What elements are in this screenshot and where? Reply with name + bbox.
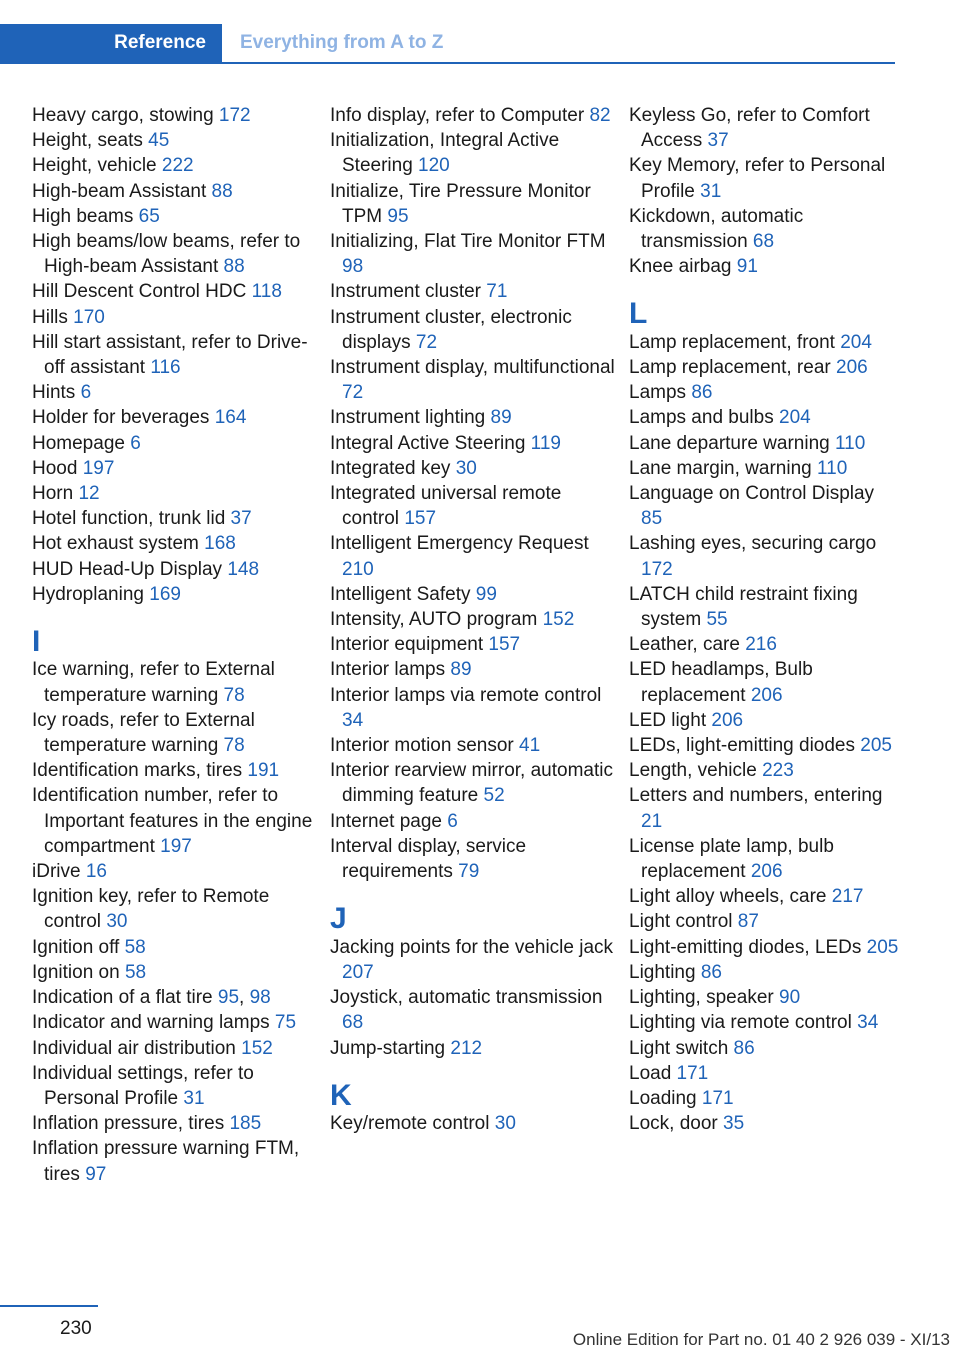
page-link[interactable]: 78 [223, 735, 245, 757]
page-link[interactable]: 58 [124, 936, 146, 958]
page-link[interactable]: 88 [223, 256, 245, 278]
entry-term: Knee airbag [629, 256, 737, 278]
entry-term: Interior lamps via remote control [330, 684, 602, 706]
page-link[interactable]: 168 [204, 533, 236, 555]
index-entry [32, 380, 322, 405]
entry-term: Intelligent Emergency Request [330, 533, 589, 555]
entry-term: Lighting [629, 961, 701, 983]
entry-term: Ignition on [32, 961, 125, 983]
entry-term: Hydroplaning [32, 583, 150, 605]
page-number-rule [0, 1305, 98, 1307]
entry-term: Hills [32, 306, 74, 328]
index-entry [32, 330, 322, 380]
entry-term: Identification number, refer to Important features in the engine compartment [32, 785, 313, 857]
page-link[interactable]: 197 [160, 835, 192, 857]
index-entry [32, 1010, 322, 1035]
entry-term: Initialization, Integral Active Steering [330, 130, 560, 177]
index-entry [32, 506, 322, 531]
index-entry: Indication of a flat tire 95, 98 [32, 987, 271, 1009]
entry-term: Horn [32, 483, 79, 505]
index-entry [32, 431, 322, 456]
entry-term: Intensity, AUTO program [330, 609, 543, 631]
index-entry [629, 431, 899, 456]
index-entry [32, 405, 322, 430]
page-link[interactable]: 172 [218, 105, 251, 126]
entry-term: Integrated universal remote control [330, 483, 562, 530]
page-link[interactable]: 204 [779, 407, 811, 429]
index-entry [629, 103, 899, 153]
entry-term: High beams/low beams, refer to High-beam Assistant [32, 231, 301, 278]
index-entry [629, 1036, 899, 1061]
entry-term: Length, vehicle [629, 760, 763, 782]
entry-term: Intelligent Safety [330, 583, 476, 605]
index-column-3 [629, 103, 899, 1136]
entry-term: LED light [629, 709, 712, 731]
index-entry [32, 103, 322, 128]
index-entry [32, 783, 322, 859]
entry-term: Hotel function, trunk lid [32, 508, 231, 530]
entry-term: Indication of a flat tire [32, 987, 218, 1009]
page-link[interactable]: 86 [691, 382, 713, 404]
index-entry [32, 1136, 322, 1186]
entry-term: Instrument display, multifunctional [330, 357, 615, 379]
entry-term: Info display, refer to Computer [330, 105, 590, 126]
index-entry [32, 279, 322, 304]
index-entry [330, 128, 620, 178]
entry-term: Interval display, service requirements [330, 835, 527, 883]
page-link[interactable]: 87 [737, 911, 759, 933]
page-link[interactable]: 204 [840, 331, 872, 353]
entry-term: License plate lamp, bulb replacement [629, 835, 834, 883]
index-entry [629, 456, 899, 481]
index-entry [629, 985, 899, 1010]
page-link[interactable]: 30 [106, 911, 128, 933]
index-entry [330, 733, 620, 758]
index-entry [32, 1036, 322, 1061]
index-entry [629, 355, 899, 380]
index-entry [629, 1010, 899, 1035]
entry-term: Lamp replacement, front [629, 331, 841, 353]
page-link[interactable]: 75 [274, 1012, 297, 1034]
section-letter: J [330, 902, 347, 936]
entry-term: Lane margin, warning [629, 457, 817, 479]
page-link[interactable]: 72 [415, 331, 438, 353]
page-link[interactable]: 58 [124, 961, 147, 983]
page-link[interactable]: 21 [641, 810, 663, 832]
entry-term: Joystick, automatic transmission [330, 987, 603, 1009]
index-entry [32, 1111, 322, 1136]
page-link[interactable]: 185 [229, 1113, 262, 1135]
page-link[interactable]: 157 [488, 634, 521, 656]
page-link[interactable]: 79 [458, 861, 480, 883]
section-letter: K [330, 1078, 352, 1112]
page-link[interactable]: 37 [707, 130, 729, 152]
entry-term: Instrument lighting [330, 407, 491, 429]
page-link[interactable]: 171 [676, 1062, 709, 1084]
entry-term: iDrive [32, 861, 86, 883]
index-entry [629, 1111, 899, 1136]
entry-term: LED headlamps, Bulb replacement [629, 659, 813, 706]
entry-term: Inflation pressure warning FTM, tires [32, 1138, 300, 1185]
index-entry [32, 179, 322, 204]
subsection-tab[interactable]: Everything from A to Z [240, 32, 444, 53]
index-entry [32, 884, 322, 934]
page-link[interactable]: 205 [866, 936, 899, 958]
index-entry [330, 657, 620, 682]
index-entry [330, 355, 620, 405]
index-entry [629, 254, 899, 279]
entry-term: Ignition key, refer to Remote control [32, 886, 270, 933]
index-entry [629, 733, 899, 758]
index-entry [629, 960, 899, 985]
index-entry [330, 758, 620, 808]
entry-term: Lamps and bulbs [629, 407, 779, 429]
page-link[interactable]: 86 [733, 1037, 755, 1059]
entry-term: Hill Descent Control HDC [32, 281, 252, 303]
page-link[interactable]: 52 [483, 785, 505, 807]
entry-term: Light switch [629, 1037, 734, 1059]
page-link[interactable]: 216 [745, 634, 777, 656]
page-link[interactable]: 170 [73, 306, 105, 328]
page-link[interactable]: 12 [78, 483, 100, 505]
page-link[interactable]: 99 [475, 583, 497, 605]
page-link[interactable]: 31 [700, 180, 722, 202]
index-entry [32, 204, 322, 229]
index-entry [330, 279, 620, 304]
page-link[interactable]: 6 [130, 432, 141, 454]
entry-term: Lamp replacement, rear [629, 357, 836, 379]
entry-term: Letters and numbers, entering [629, 785, 883, 807]
page-header [0, 24, 895, 64]
entry-term: Interior rearview mirror, automatic dimming feature [330, 760, 613, 807]
page-link[interactable]: 88 [211, 180, 233, 202]
index-entry [330, 229, 620, 279]
entry-term: Interior lamps [330, 659, 451, 681]
index-entry [629, 1061, 899, 1086]
entry-term: Lane departure warning [629, 432, 835, 454]
page-link[interactable]: 222 [161, 155, 194, 177]
index-entry [32, 153, 322, 178]
entry-term: Lamps [629, 382, 692, 404]
page-link[interactable]: 116 [150, 357, 181, 379]
section-letter: I [32, 625, 41, 659]
index-entry [629, 783, 899, 833]
page-link[interactable]: 95 [387, 205, 409, 227]
entry-term: Integral Active Steering [330, 432, 531, 454]
entry-term: Hints [32, 382, 81, 404]
entry-term: Individual settings, refer to Personal Profile [32, 1062, 254, 1109]
page-link[interactable]: 210 [342, 558, 374, 580]
index-entry [330, 683, 620, 733]
entry-term: High-beam Assistant [32, 180, 212, 202]
page-link[interactable]: 86 [700, 961, 722, 983]
index-entry [330, 481, 620, 531]
entry-term: Leather, care [629, 634, 746, 656]
page-link[interactable]: 197 [82, 457, 115, 479]
page-link[interactable]: 171 [701, 1087, 734, 1109]
index-entry [330, 456, 620, 481]
page-link[interactable]: 89 [490, 407, 512, 429]
entry-term: Internet page [330, 810, 448, 832]
entry-term: Individual air distribution [32, 1037, 242, 1059]
index-entry [629, 153, 899, 203]
page-link[interactable]: 120 [418, 155, 450, 177]
page-link[interactable]: 41 [519, 735, 541, 757]
page-number: 230 [60, 1318, 92, 1339]
entry-term: Hot exhaust system [32, 533, 205, 555]
entry-term: Icy roads, refer to External temperature warning [32, 709, 255, 757]
page-link[interactable]: 206 [836, 357, 868, 379]
entry-term: Holder for beverages [32, 407, 215, 429]
index-entry [330, 305, 620, 355]
entry-term: Light control [629, 911, 738, 933]
entry-term: Keyless Go, refer to Comfort Access [629, 105, 870, 152]
page-link[interactable]: 206 [711, 709, 744, 731]
page-link[interactable]: 205 [860, 735, 892, 757]
index-entry [629, 708, 899, 733]
page-link[interactable]: 164 [214, 407, 247, 429]
page-link[interactable]: 97 [85, 1163, 107, 1185]
page-link[interactable]: 55 [706, 609, 728, 631]
entry-term: Interior motion sensor [330, 735, 520, 757]
page-link[interactable]: 16 [85, 861, 107, 883]
page-link[interactable]: 110 [817, 457, 848, 479]
footer-edition: Online Edition for Part no. 01 40 2 926 039 - XI/13 [572, 1330, 950, 1349]
index-entry [629, 1086, 899, 1111]
page-link[interactable]: 65 [138, 205, 160, 227]
entry-term: Hood [32, 457, 83, 479]
index-entry [32, 305, 322, 330]
index-entry [330, 179, 620, 229]
page-link[interactable]: 34 [857, 1012, 879, 1034]
index-entry [32, 1061, 322, 1111]
section-tab[interactable]: Reference [0, 24, 222, 62]
index-entry [629, 758, 899, 783]
entry-term: Jacking points for the vehicle jack [330, 936, 614, 958]
page-link[interactable]: 98 [342, 256, 364, 278]
index-entry [629, 330, 899, 355]
page-link[interactable]: 223 [762, 760, 794, 782]
entry-term: Integrated key [330, 457, 456, 479]
entry-term: Lock, door [629, 1113, 723, 1135]
entry-term: HUD Head-Up Display [32, 558, 228, 580]
entry-term: Language on Control Display [629, 483, 875, 505]
page-link[interactable]: 37 [230, 508, 252, 530]
page-link[interactable]: 30 [455, 457, 477, 479]
index-entry [629, 481, 899, 531]
entry-term: Hill start assistant, refer to Drive-off assistant [32, 331, 308, 379]
index-entry [32, 557, 322, 582]
index-entry [330, 809, 620, 834]
index-column-2 [330, 103, 620, 1136]
index-entry [629, 582, 899, 632]
page-link[interactable]: 35 [723, 1113, 745, 1135]
entry-term: Initialize, Tire Pressure Monitor TPM [330, 180, 591, 227]
entry-term: Light-emitting diodes, LEDs [629, 936, 867, 958]
index-entry [330, 531, 620, 581]
page-link[interactable]: 6 [80, 382, 92, 404]
index-entry [629, 405, 899, 430]
index-entry [629, 909, 899, 934]
index-entry [629, 632, 899, 657]
page-link[interactable]: 217 [831, 886, 864, 908]
page-link[interactable]: 206 [750, 684, 783, 706]
page-link[interactable]: 85 [641, 508, 663, 530]
page-link[interactable]: 148 [227, 558, 260, 580]
entry-term: Height, seats [32, 130, 149, 152]
index-entry [629, 884, 899, 909]
page-link[interactable]: 68 [342, 1012, 364, 1034]
index-entry [330, 1036, 620, 1061]
page-link[interactable]: 206 [750, 861, 783, 883]
entry-term: Ice warning, refer to External temperature warning [32, 659, 275, 706]
entry-term: High beams [32, 205, 139, 227]
page-link[interactable]: 72 [342, 382, 364, 404]
index-entry [330, 935, 620, 985]
page-link[interactable]: 152 [542, 609, 575, 631]
entry-term: Instrument cluster, electronic displays [330, 306, 572, 353]
index-entry [629, 380, 899, 405]
page-link[interactable]: 152 [241, 1037, 273, 1059]
page-link[interactable]: 212 [450, 1037, 483, 1059]
page-link[interactable]: 118 [251, 281, 282, 303]
page-link[interactable]: 191 [247, 760, 280, 782]
entry-term: Lighting, speaker [629, 987, 779, 1009]
index-entry [32, 456, 322, 481]
page-link[interactable]: 98 [249, 987, 271, 1009]
page-link[interactable]: 45 [148, 130, 170, 152]
entry-term: Initializing, Flat Tire Monitor FTM [330, 231, 606, 253]
index-entry [629, 935, 899, 960]
index-entry [32, 481, 322, 506]
index-entry [629, 204, 899, 254]
entry-term: Key/remote control [330, 1113, 495, 1135]
index-entry [330, 103, 620, 128]
index-entry [330, 632, 620, 657]
page-link[interactable]: 95 [217, 987, 240, 1009]
page-link[interactable]: 82 [589, 105, 611, 126]
index-entry [32, 960, 322, 985]
index-entry [32, 758, 322, 783]
page-link[interactable]: 30 [494, 1113, 516, 1135]
page-link[interactable]: 169 [149, 583, 181, 605]
index-entry [32, 935, 322, 960]
entry-term: Inflation pressure, tires [32, 1113, 230, 1135]
page-link[interactable]: 172 [641, 558, 673, 580]
entry-term: Jump-starting [330, 1037, 451, 1059]
index-entry [330, 834, 620, 884]
page-link[interactable]: 110 [834, 432, 866, 454]
entry-term: Interior equipment [330, 634, 489, 656]
page-link[interactable]: 157 [404, 508, 437, 530]
page-link[interactable]: 71 [486, 281, 508, 303]
index-entry [32, 708, 322, 758]
entry-term: LATCH child restraint fixing system [629, 583, 858, 631]
index-entry [330, 607, 620, 632]
page-link[interactable]: 78 [223, 684, 245, 706]
page-link[interactable]: 91 [736, 256, 758, 278]
index-entry [330, 985, 620, 1035]
entry-term: Ignition off [32, 936, 125, 958]
entry-term: Loading [629, 1087, 702, 1109]
entry-term: Load [629, 1062, 677, 1084]
entry-term: Indicator and warning lamps [32, 1012, 275, 1034]
entry-term: Kickdown, automatic transmission [629, 205, 804, 253]
index-entry [629, 834, 899, 884]
section-letter: L [629, 297, 648, 331]
entry-term: LEDs, light-emitting diodes [629, 735, 861, 757]
index-entry [32, 657, 322, 707]
index-entry [330, 431, 620, 456]
page-link[interactable]: 207 [342, 961, 374, 983]
page-link[interactable]: 119 [530, 432, 561, 454]
page-link[interactable]: 6 [447, 810, 458, 832]
entry-term: Lashing eyes, securing cargo [629, 533, 877, 555]
page-link[interactable]: 89 [450, 659, 472, 681]
index-column-1 [32, 103, 322, 1187]
index-entry [629, 531, 899, 581]
page-link[interactable]: 68 [752, 231, 775, 253]
entry-term: Lighting via remote control [629, 1012, 858, 1034]
entry-term: Light alloy wheels, care [629, 886, 832, 908]
page-link[interactable]: 90 [779, 987, 801, 1009]
entry-term: Height, vehicle [32, 155, 162, 177]
index-entry [629, 657, 899, 707]
index-entry [330, 582, 620, 607]
index-entry [330, 1111, 620, 1136]
page-link[interactable]: 31 [183, 1087, 205, 1109]
page-link[interactable]: 34 [342, 709, 364, 731]
entry-term: Identification marks, tires [32, 760, 248, 782]
entry-term: Key Memory, refer to Personal Profile [629, 155, 886, 202]
entry-term: Instrument cluster [330, 281, 487, 303]
index-entry [32, 229, 322, 279]
entry-term: Heavy cargo, stowing [32, 105, 219, 126]
index-entry [32, 128, 322, 153]
index-entry [330, 405, 620, 430]
index-entry [32, 582, 322, 607]
index-entry [32, 531, 322, 556]
index-entry [32, 859, 322, 884]
entry-term: Homepage [32, 432, 131, 454]
